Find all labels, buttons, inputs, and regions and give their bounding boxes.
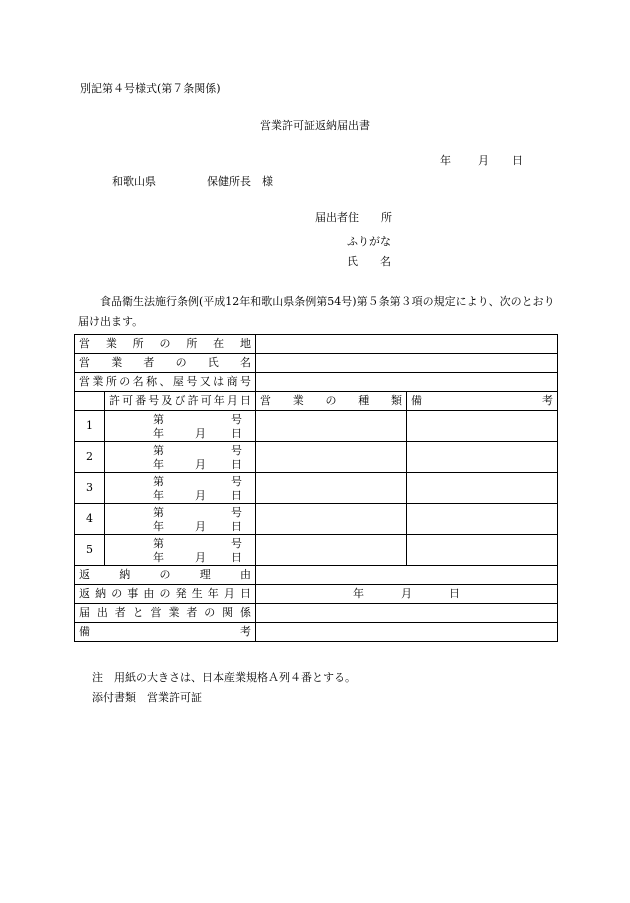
table-row: [75, 373, 558, 392]
date-month-label: 月: [478, 154, 489, 167]
remarks-field[interactable]: [407, 535, 558, 566]
addressee-office-title: 保健所長: [207, 175, 251, 188]
date-year-label: 年: [440, 154, 451, 167]
remarks-field[interactable]: [407, 473, 558, 504]
business-type-field[interactable]: [256, 411, 407, 442]
permit-row: [75, 411, 558, 442]
permit-tsuki: 月: [195, 520, 206, 533]
permit-hi: 日: [231, 520, 242, 533]
business-type-field[interactable]: [256, 442, 407, 473]
table-row: [75, 354, 558, 373]
permit-go: 号: [231, 413, 242, 426]
permit-hi: 日: [231, 489, 242, 502]
document-title: 営業許可証返納届出書: [260, 119, 370, 132]
permit-nen: 年: [153, 520, 164, 533]
occurrence-month: 月: [401, 587, 412, 600]
paper-size-note: 注 用紙の大きさは、日本産業規格Ａ列４番とする。: [92, 671, 356, 684]
permit-nen: 年: [153, 458, 164, 471]
permit-dai: 第: [153, 537, 164, 550]
addressee-prefecture: 和歌山県: [112, 175, 156, 188]
permit-dai: 第: [153, 413, 164, 426]
permit-hi: 日: [231, 551, 242, 564]
form-number-label: 別記第４号様式(第７条関係): [80, 82, 221, 95]
remarks-field[interactable]: [407, 504, 558, 535]
header-remarks: 備考: [407, 392, 558, 411]
business-name-label: 営業所の名称、屋号又は商号: [75, 373, 256, 392]
permit-hi: 日: [231, 458, 242, 471]
premises-location-label: 営業所の所在地: [75, 335, 256, 354]
permit-row: [75, 535, 558, 566]
header-business-type: 営業の種類: [256, 392, 407, 411]
permit-number-cell[interactable]: [105, 504, 256, 535]
table-row: [75, 585, 558, 604]
business-name-field[interactable]: [256, 373, 558, 392]
operator-name-label: 営業者の氏名: [75, 354, 256, 373]
permit-tsuki: 月: [195, 551, 206, 564]
remarks-label: 備考: [75, 623, 256, 642]
permit-go: 号: [231, 475, 242, 488]
permit-go: 号: [231, 537, 242, 550]
permit-dai: 第: [153, 444, 164, 457]
header-blank: [75, 392, 105, 411]
table-header-row: [75, 392, 558, 411]
occurrence-year: 年: [353, 587, 364, 600]
remarks-field[interactable]: [407, 411, 558, 442]
remarks-field[interactable]: [407, 442, 558, 473]
permit-nen: 年: [153, 489, 164, 502]
declaration-text: 食品衛生法施行条例(平成12年和歌山県条例第54号)第５条第３項の規定により、次のとおり届け出ます。: [78, 295, 555, 328]
relation-field[interactable]: [256, 604, 558, 623]
permit-row: [75, 504, 558, 535]
permit-dai: 第: [153, 475, 164, 488]
permit-tsuki: 月: [195, 489, 206, 502]
table-row: [75, 623, 558, 642]
business-type-field[interactable]: [256, 504, 407, 535]
row-number: 3: [75, 473, 105, 504]
return-reason-label: 返納の理由: [75, 566, 256, 585]
permit-number-cell[interactable]: [105, 411, 256, 442]
occurrence-day: 日: [449, 587, 460, 600]
permit-go: 号: [231, 444, 242, 457]
table-row: [75, 335, 558, 354]
permit-nen: 年: [153, 551, 164, 564]
table-row: [75, 566, 558, 585]
applicant-furigana-label: ふりがな: [347, 235, 391, 248]
permit-tsuki: 月: [195, 427, 206, 440]
return-reason-field[interactable]: [256, 566, 558, 585]
permit-go: 号: [231, 506, 242, 519]
relation-label: 届出者と営業者の関係: [75, 604, 256, 623]
occurrence-date-label: 返納の事由の発生年月日: [75, 585, 256, 604]
row-number: 1: [75, 411, 105, 442]
permit-number-cell[interactable]: [105, 473, 256, 504]
table-row: [75, 604, 558, 623]
row-number: 4: [75, 504, 105, 535]
applicant-name-label: 氏 名: [347, 255, 391, 268]
attachment-note: 添付書類 営業許可証: [92, 691, 202, 704]
addressee-honorific: 様: [262, 175, 273, 188]
date-day-label: 日: [512, 154, 523, 167]
addressee-office: [207, 176, 273, 187]
permit-number-cell[interactable]: [105, 442, 256, 473]
remarks-footer-field[interactable]: [256, 623, 558, 642]
business-type-field[interactable]: [256, 535, 407, 566]
occurrence-date-field[interactable]: [256, 585, 558, 604]
applicant-address-label: 届出者住 所: [315, 211, 392, 224]
permit-dai: 第: [153, 506, 164, 519]
permit-row: [75, 442, 558, 473]
premises-location-field[interactable]: [256, 335, 558, 354]
row-number: 2: [75, 442, 105, 473]
header-permit: 許可番号及び許可年月日: [105, 392, 256, 411]
form-table: [74, 334, 558, 642]
permit-number-cell[interactable]: [105, 535, 256, 566]
permit-row: [75, 473, 558, 504]
operator-name-field[interactable]: [256, 354, 558, 373]
business-type-field[interactable]: [256, 473, 407, 504]
permit-tsuki: 月: [195, 458, 206, 471]
permit-hi: 日: [231, 427, 242, 440]
permit-nen: 年: [153, 427, 164, 440]
row-number: 5: [75, 535, 105, 566]
